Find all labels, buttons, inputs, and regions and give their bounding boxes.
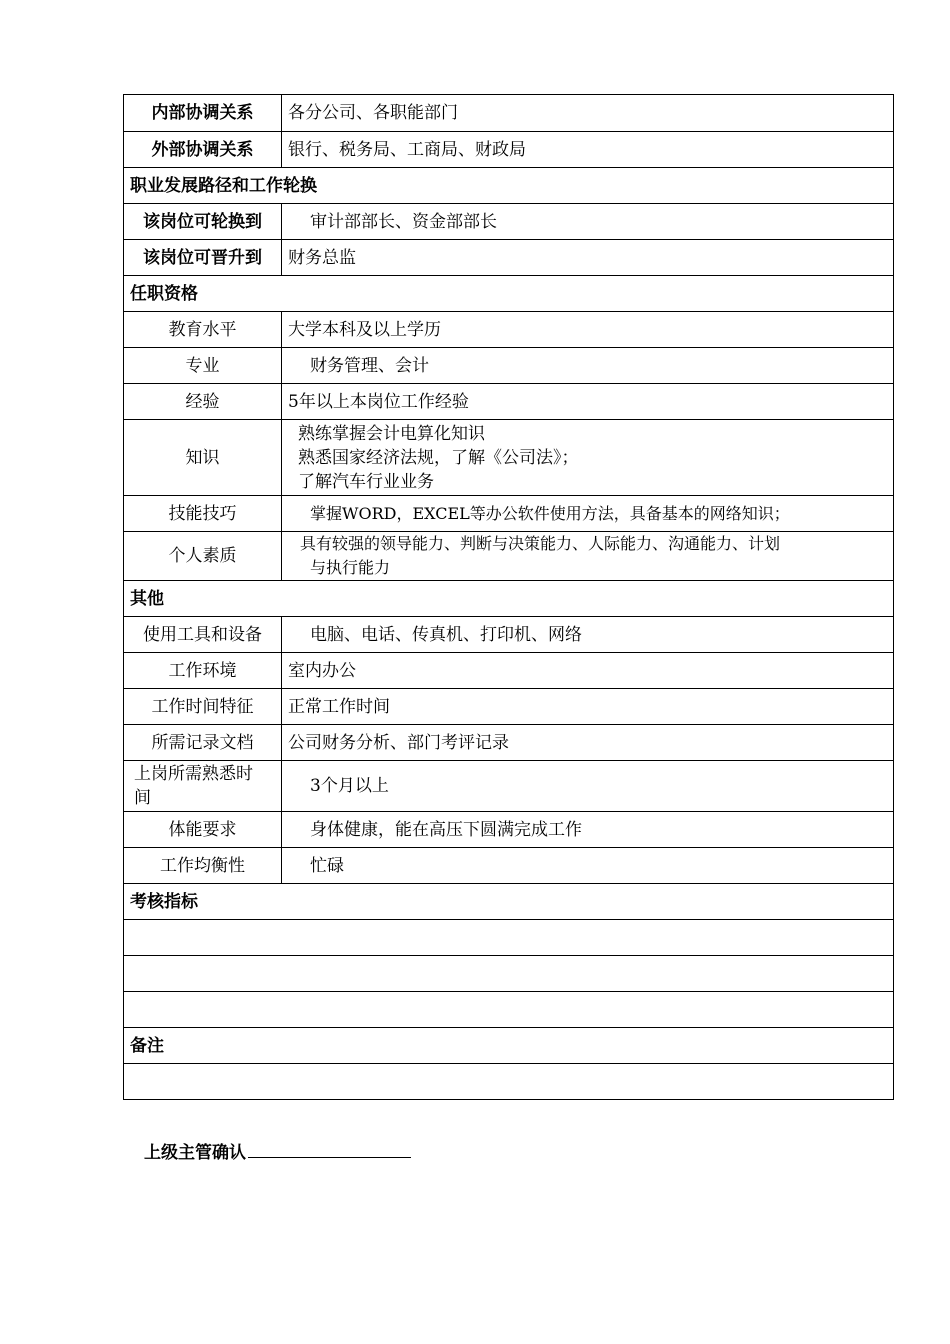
row-documents <box>124 725 894 761</box>
physical-value: 身体健康，能在高压下圆满完成工作 <box>282 812 894 848</box>
familiarization-value: 3个月以上 <box>282 761 894 812</box>
personal-quality-label: 个人素质 <box>124 532 282 581</box>
work-time-label: 工作时间特征 <box>124 689 282 725</box>
external-coordination-value: 银行、税务局、工商局、财政局 <box>282 132 894 168</box>
major-label: 专业 <box>124 348 282 384</box>
education-value: 大学本科及以上学历 <box>282 312 894 348</box>
promotion-label: 该岗位可晋升到 <box>124 240 282 276</box>
section-kpi <box>124 884 894 920</box>
rotation-label: 该岗位可轮换到 <box>124 204 282 240</box>
documents-value: 公司财务分析、部门考评记录 <box>282 725 894 761</box>
row-external-coordination <box>124 132 894 168</box>
job-description-table <box>123 94 894 1100</box>
notes-blank-cell[interactable] <box>124 1064 894 1100</box>
familiarization-label-line-1: 上岗所需熟悉时 <box>134 764 253 784</box>
row-physical <box>124 812 894 848</box>
familiarization-label-line-2: 间 <box>134 788 151 808</box>
balance-value: 忙碌 <box>282 848 894 884</box>
section-career <box>124 168 894 204</box>
row-education <box>124 312 894 348</box>
kpi-section-title: 考核指标 <box>124 884 894 920</box>
notes-blank-row <box>124 1064 894 1100</box>
kpi-blank-row-2 <box>124 956 894 992</box>
documents-label: 所需记录文档 <box>124 725 282 761</box>
notes-section-title: 备注 <box>124 1028 894 1064</box>
row-environment <box>124 653 894 689</box>
skills-value: 掌握WORD，EXCEL等办公软件使用方法，具备基本的网络知识； <box>282 496 894 532</box>
section-other <box>124 581 894 617</box>
section-qualification <box>124 276 894 312</box>
familiarization-label <box>124 761 282 812</box>
major-value: 财务管理、会计 <box>282 348 894 384</box>
row-internal-coordination <box>124 95 894 132</box>
kpi-blank-row-1 <box>124 920 894 956</box>
qualification-section-title: 任职资格 <box>124 276 894 312</box>
personal-quality-line-2: 与执行能力 <box>310 558 391 577</box>
personal-quality-value <box>282 532 894 581</box>
physical-label: 体能要求 <box>124 812 282 848</box>
row-familiarization <box>124 761 894 812</box>
environment-label: 工作环境 <box>124 653 282 689</box>
career-section-title: 职业发展路径和工作轮换 <box>124 168 894 204</box>
kpi-blank-cell-2[interactable] <box>124 956 894 992</box>
knowledge-line-2: 熟悉国家经济法规，了解《公司法》； <box>298 447 579 468</box>
other-section-title: 其他 <box>124 581 894 617</box>
row-experience <box>124 384 894 420</box>
tools-label: 使用工具和设备 <box>124 617 282 653</box>
skills-label: 技能技巧 <box>124 496 282 532</box>
environment-value: 室内办公 <box>282 653 894 689</box>
row-knowledge <box>124 420 894 496</box>
row-promotion <box>124 240 894 276</box>
external-coordination-label: 外部协调关系 <box>124 132 282 168</box>
balance-label: 工作均衡性 <box>124 848 282 884</box>
row-work-time <box>124 689 894 725</box>
signature-line[interactable] <box>248 1141 411 1158</box>
knowledge-line-1: 熟练掌握会计电算化知识 <box>298 423 485 444</box>
knowledge-value <box>282 420 894 496</box>
row-major <box>124 348 894 384</box>
row-balance <box>124 848 894 884</box>
work-time-value: 正常工作时间 <box>282 689 894 725</box>
knowledge-line-3: 了解汽车行业业务 <box>298 471 434 492</box>
supervisor-confirmation <box>144 1138 411 1163</box>
knowledge-label: 知识 <box>124 420 282 496</box>
experience-value: 5年以上本岗位工作经验 <box>282 384 894 420</box>
experience-label: 经验 <box>124 384 282 420</box>
row-skills <box>124 496 894 532</box>
tools-value: 电脑、电话、传真机、打印机、网络 <box>282 617 894 653</box>
personal-quality-line-1: 具有较强的领导能力、判断与决策能力、人际能力、沟通能力、计划 <box>300 534 781 553</box>
row-tools <box>124 617 894 653</box>
rotation-value: 审计部部长、资金部部长 <box>282 204 894 240</box>
promotion-value: 财务总监 <box>282 240 894 276</box>
internal-coordination-label: 内部协调关系 <box>124 95 282 132</box>
supervisor-confirmation-label: 上级主管确认 <box>144 1143 246 1163</box>
kpi-blank-cell-3[interactable] <box>124 992 894 1028</box>
row-personal-quality <box>124 532 894 581</box>
row-rotation <box>124 204 894 240</box>
internal-coordination-value: 各分公司、各职能部门 <box>282 95 894 132</box>
kpi-blank-cell-1[interactable] <box>124 920 894 956</box>
section-notes <box>124 1028 894 1064</box>
education-label: 教育水平 <box>124 312 282 348</box>
kpi-blank-row-3 <box>124 992 894 1028</box>
